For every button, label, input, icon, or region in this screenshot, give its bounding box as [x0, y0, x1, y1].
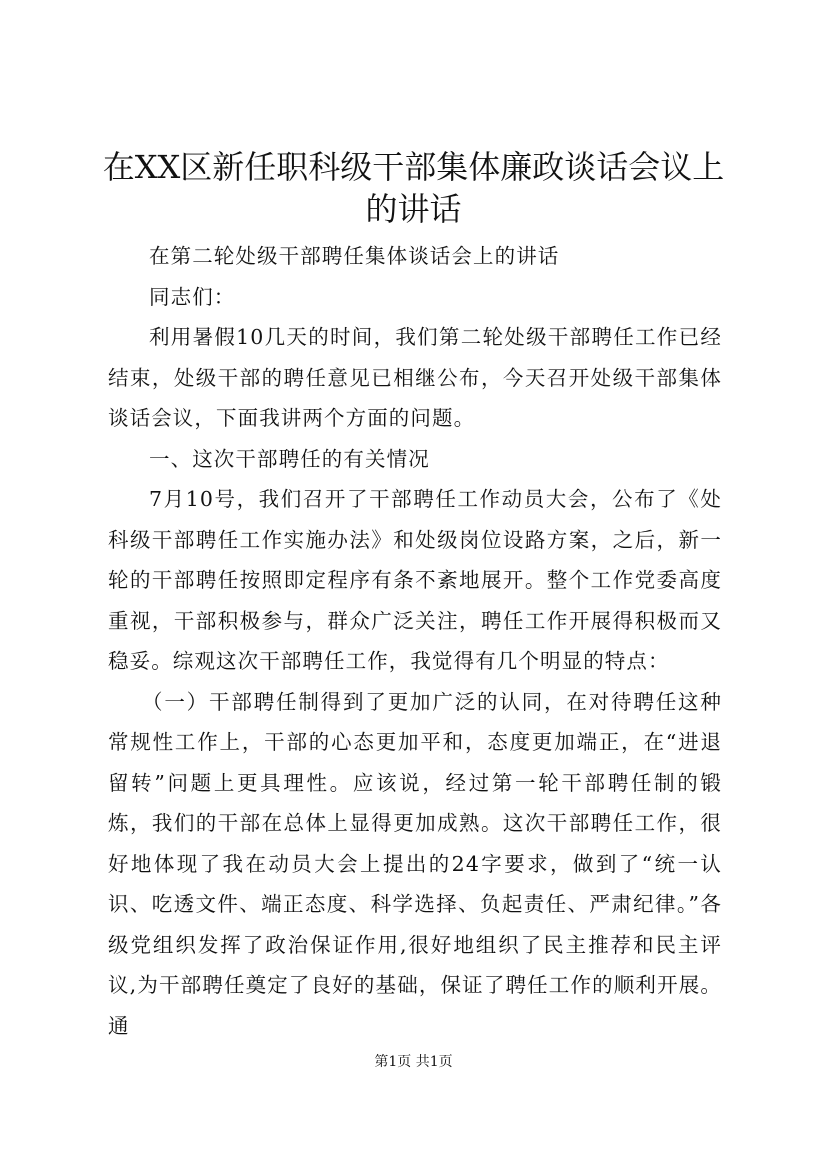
section-heading-1: 一、这次干部聘任的有关情况: [149, 446, 430, 471]
page-footer: 第1页 共1页: [374, 1054, 453, 1070]
document-title: 在XX区新任职科级干部集体廉政谈话会议上的讲话: [102, 148, 725, 228]
paragraph-salutation: 同志们：: [149, 284, 236, 309]
paragraph-subtitle: 在第二轮处级干部聘任集体谈话会上的讲话: [149, 244, 560, 268]
document-body: [108, 236, 722, 1046]
paragraph-point-1: （一）干部聘任制得到了更加广泛的认同，在对待聘任这种常规性工作上，干部的心态更加平和，态度更加端正，在“进退留转”问题上更具理性。应该说，经过第一轮干部聘任制的锻炼，我们的干部在总体上显得更加成熟。这次干部聘任工作，很好地体现了我在动员大会上提出的24字要求，做到了“统一认识、吃透文件、端正态度、科学选择、负起责任、严肃纪律。”各级党组织发挥了政治保证作用,很好地组织了民主推荐和民主评议,为干部聘任奠定了良好的基础，保证了聘任工作的顺利开展。通: [108, 689, 722, 1038]
paragraph-july-meeting: 7月10号，我们召开了干部聘任工作动员大会，公布了《处科级干部聘任工作实施办法》和处级岗位设路方案，之后，新一轮的干部聘任按照即定程序有条不紊地展开。整个工作党委高度重视，干部积极参与，群众广泛关注，聘任工作开展得积极而又稳妥。综观这次干部聘任工作，我觉得有几个明显的特点：: [108, 487, 722, 673]
paragraph-intro: 利用暑假10几天的时间，我们第二轮处级干部聘任工作已经结束，处级干部的聘任意见已相继公布，今天召开处级干部集体谈话会议，下面我讲两个方面的问题。: [108, 325, 722, 430]
